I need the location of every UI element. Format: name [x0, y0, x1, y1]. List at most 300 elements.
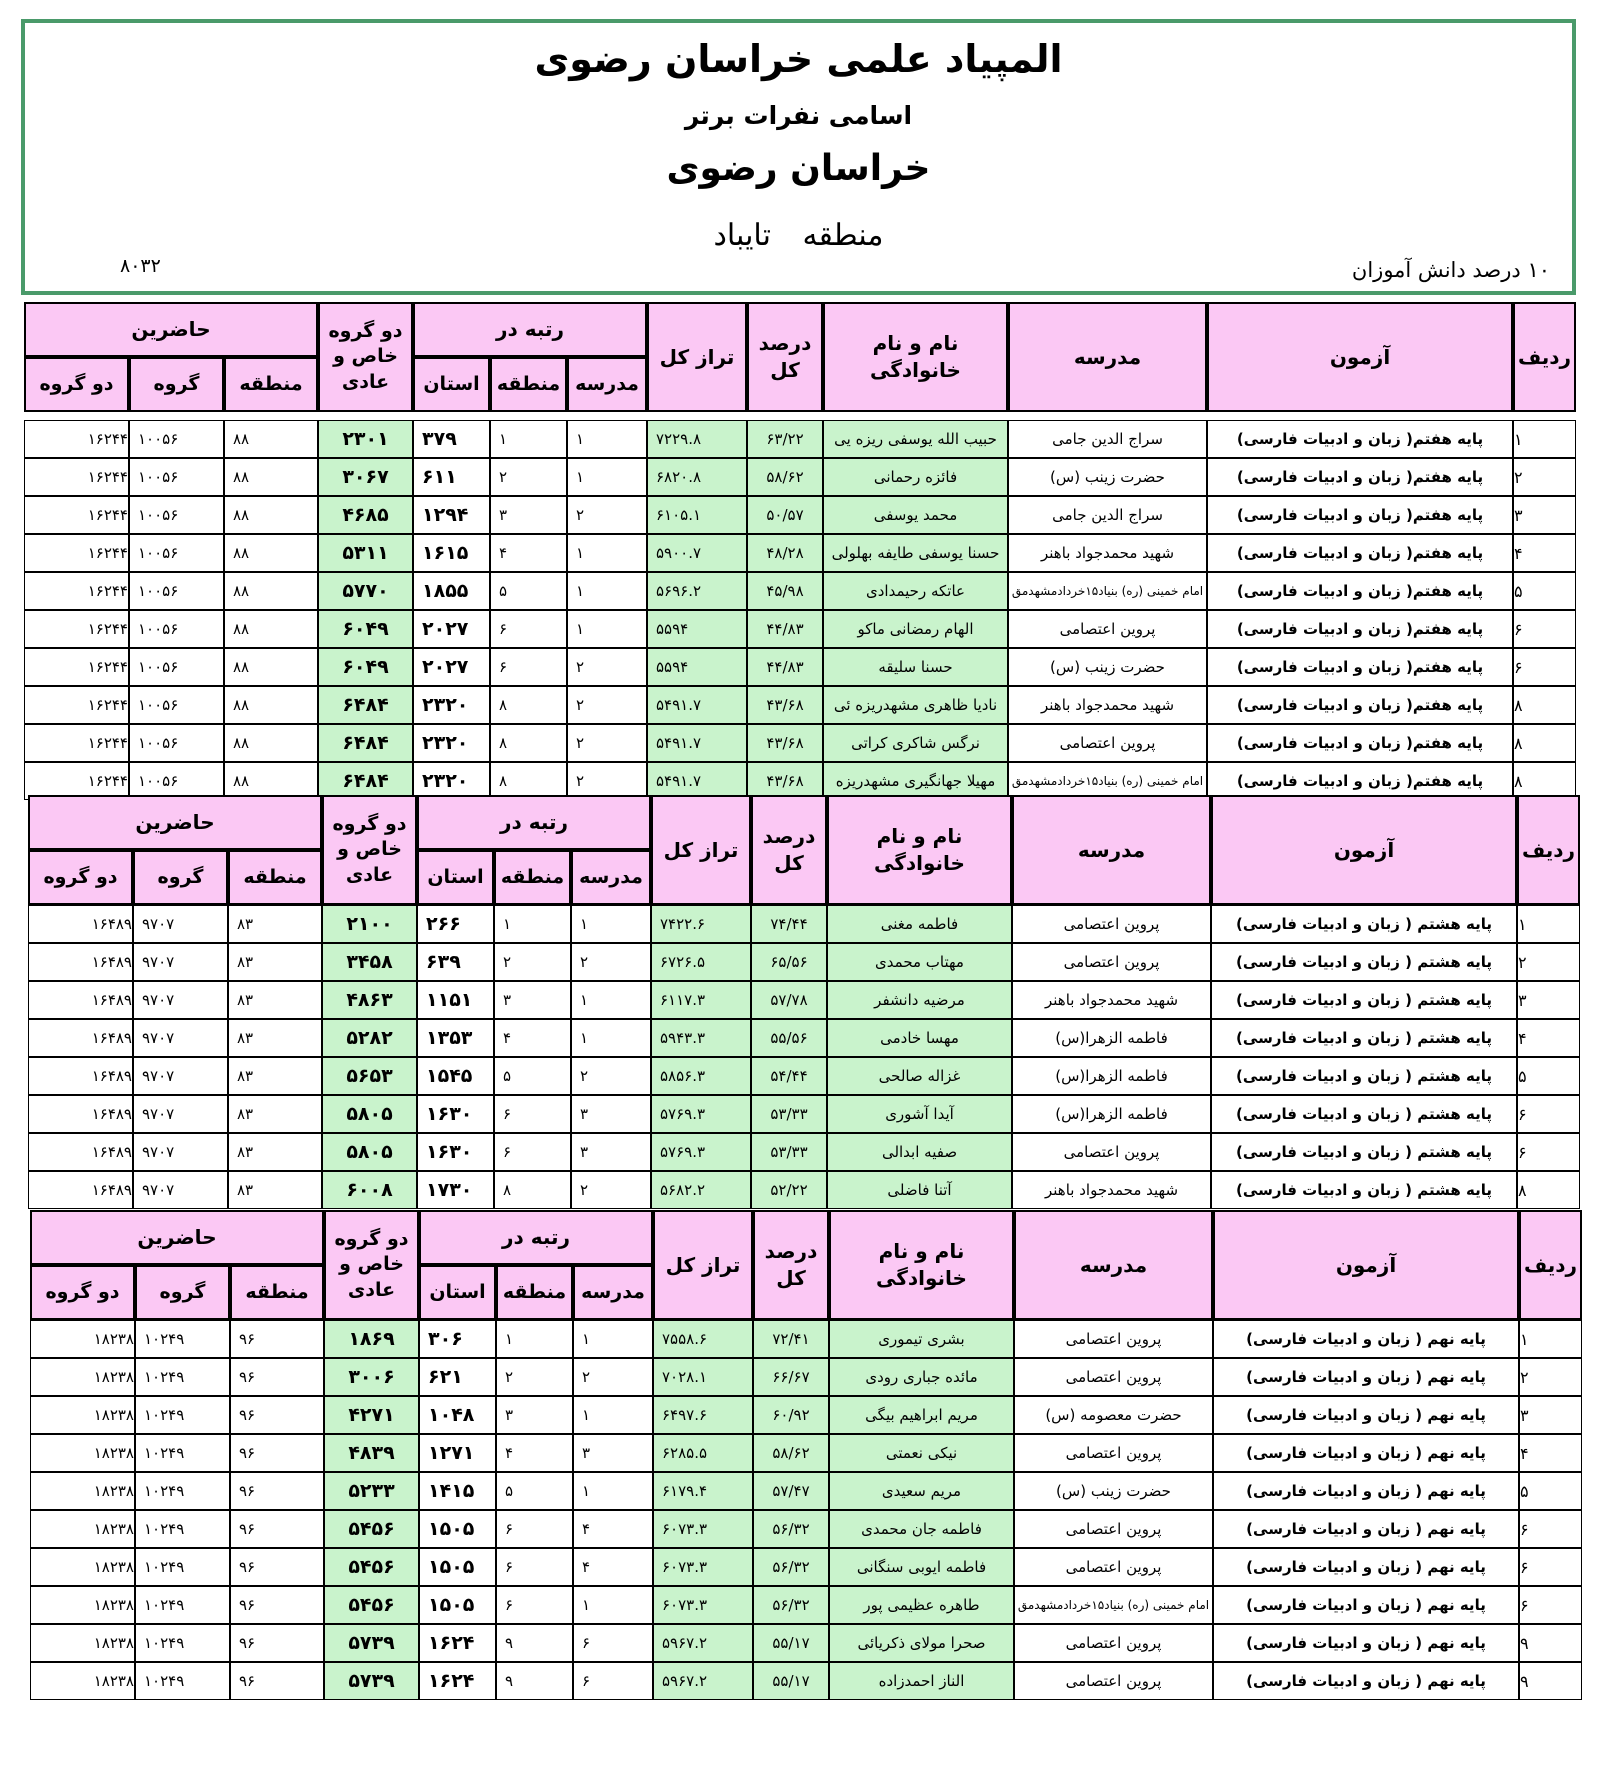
student-name-cell: مهتاب محمدی [827, 943, 1012, 981]
table-row [30, 1662, 1583, 1700]
present-group-cell: ۹۷۰۷ [133, 1171, 228, 1209]
student-name-cell: مریم سعیدی [829, 1472, 1014, 1510]
rank-school-cell: ۱ [573, 1586, 653, 1624]
student-name-cell: غزاله صالحی [827, 1057, 1012, 1095]
percent-cell: ۵۳/۳۳ [751, 1133, 827, 1171]
rank-school-cell: ۱ [571, 981, 651, 1019]
two-group-rank-cell: ۵۴۵۶ [324, 1548, 419, 1586]
present-two-groups-cell: ۱۸۲۳۸ [30, 1358, 135, 1396]
present-region-cell: ۹۶ [230, 1586, 324, 1624]
rank-province-cell: ۶۲۱ [419, 1358, 496, 1396]
two-group-rank-cell: ۵۲۳۳ [324, 1472, 419, 1510]
col-radif: ردیف [1513, 302, 1576, 412]
exam-cell: پایه نهم ( زبان و ادبیات فارسی) [1213, 1548, 1519, 1586]
percent-cell: ۴۴/۸۳ [747, 610, 823, 648]
school-cell: پروین اعتصامی [1012, 943, 1211, 981]
rank-school-cell: ۶ [573, 1662, 653, 1700]
table-row [24, 648, 1576, 686]
rank-province-cell: ۱۸۵۵ [413, 572, 490, 610]
two-group-rank-cell: ۲۱۰۰ [322, 905, 417, 943]
rank-school-cell: ۲ [567, 686, 647, 724]
rank-province-cell: ۱۶۲۴ [419, 1624, 496, 1662]
table-row [30, 1510, 1583, 1548]
two-group-rank-cell: ۳۰۶۷ [318, 458, 413, 496]
rank-school-cell: ۲ [571, 1171, 651, 1209]
table-row [28, 1171, 1580, 1209]
two-group-rank-cell: ۶۰۴۹ [318, 648, 413, 686]
present-region-cell: ۹۶ [230, 1624, 324, 1662]
col-present-two: دو گروه [28, 850, 133, 905]
col-present-group: گروه [129, 357, 224, 412]
percent-cell: ۵۳/۳۳ [751, 1095, 827, 1133]
present-region-cell: ۹۶ [230, 1434, 324, 1472]
student-name-cell: نادیا ظاهری مشهدریزه ئی [823, 686, 1008, 724]
table-row [30, 1548, 1583, 1586]
present-two-groups-cell: ۱۶۴۸۹ [28, 1057, 133, 1095]
rank-province-cell: ۱۳۵۳ [417, 1019, 494, 1057]
present-region-cell: ۸۸ [224, 458, 318, 496]
exam-cell: پایه هشتم ( زبان و ادبیات فارسی) [1211, 1095, 1517, 1133]
student-name-cell: صحرا مولای ذکریائی [829, 1624, 1014, 1662]
student-name-cell: بشری تیموری [829, 1320, 1014, 1358]
rank-region-cell: ۸ [490, 762, 567, 800]
present-group-cell: ۱۰۲۴۹ [135, 1510, 230, 1548]
rank-school-cell: ۱ [567, 458, 647, 496]
table-row [30, 1586, 1583, 1624]
radif-cell: ۶ [1519, 1510, 1582, 1548]
rank-region-cell: ۶ [496, 1510, 573, 1548]
two-group-rank-cell: ۵۴۵۶ [324, 1586, 419, 1624]
radif-cell: ۲ [1519, 1358, 1582, 1396]
col-percent: درصد کل [751, 795, 827, 905]
present-region-cell: ۹۶ [230, 1510, 324, 1548]
exam-cell: پایه نهم ( زبان و ادبیات فارسی) [1213, 1624, 1519, 1662]
percent-cell: ۶۵/۵۶ [751, 943, 827, 981]
school-cell: شهید محمدجواد باهنر [1008, 534, 1207, 572]
col-rank-province: استان [419, 1265, 496, 1320]
rank-province-cell: ۲۳۲۰ [413, 724, 490, 762]
present-region-cell: ۸۸ [224, 534, 318, 572]
exam-cell: پایه نهم ( زبان و ادبیات فارسی) [1213, 1396, 1519, 1434]
radif-cell: ۸ [1513, 686, 1576, 724]
school-cell: امام خمینی (ره) بنیاد۱۵خردادمشهدمق [1008, 572, 1207, 610]
school-cell: حضرت زینب (س) [1008, 458, 1207, 496]
rank-province-cell: ۱۶۲۴ [419, 1662, 496, 1700]
taraz-cell: ۵۷۶۹.۳ [651, 1095, 751, 1133]
rank-province-cell: ۱۶۱۵ [413, 534, 490, 572]
rank-school-cell: ۱ [567, 572, 647, 610]
present-group-cell: ۱۰۲۴۹ [135, 1396, 230, 1434]
two-group-rank-cell: ۵۷۳۹ [324, 1624, 419, 1662]
table-row [24, 724, 1576, 762]
two-group-rank-cell: ۳۰۰۶ [324, 1358, 419, 1396]
taraz-cell: ۵۹۰۰.۷ [647, 534, 747, 572]
present-region-cell: ۸۳ [228, 981, 322, 1019]
radif-cell: ۹ [1519, 1662, 1582, 1700]
table-row [24, 572, 1576, 610]
percent-cell: ۴۴/۸۳ [747, 648, 823, 686]
school-cell: پروین اعتصامی [1014, 1624, 1213, 1662]
two-group-rank-cell: ۵۸۰۵ [322, 1095, 417, 1133]
taraz-cell: ۵۶۹۶.۲ [647, 572, 747, 610]
two-group-rank-cell: ۵۶۵۳ [322, 1057, 417, 1095]
province-name: خراسان رضوی [666, 148, 931, 189]
two-group-rank-cell: ۶۰۴۹ [318, 610, 413, 648]
student-name-cell: نیکی نعمتی [829, 1434, 1014, 1472]
exam-cell: پایه نهم ( زبان و ادبیات فارسی) [1213, 1434, 1519, 1472]
col-two-group: دو گروه خاص و عادی [324, 1210, 419, 1320]
rank-province-cell: ۶۳۹ [417, 943, 494, 981]
school-cell: پروین اعتصامی [1012, 905, 1211, 943]
school-cell: پروین اعتصامی [1014, 1510, 1213, 1548]
present-group-cell: ۹۷۰۷ [133, 1019, 228, 1057]
col-rank-school: مدرسه [571, 850, 651, 905]
present-group-cell: ۹۷۰۷ [133, 943, 228, 981]
student-name-cell: آتنا فاضلی [827, 1171, 1012, 1209]
present-region-cell: ۸۸ [224, 724, 318, 762]
taraz-cell: ۵۹۶۷.۲ [653, 1662, 753, 1700]
two-group-rank-cell: ۴۸۳۹ [324, 1434, 419, 1472]
exam-cell: پایه هفتم( زبان و ادبیات فارسی) [1207, 762, 1513, 800]
rank-region-cell: ۶ [490, 648, 567, 686]
rank-school-cell: ۱ [567, 534, 647, 572]
school-cell: سراج الدین جامی [1008, 496, 1207, 534]
taraz-cell: ۶۴۹۷.۶ [653, 1396, 753, 1434]
radif-cell: ۶ [1517, 1133, 1580, 1171]
col-rank-school: مدرسه [567, 357, 647, 412]
taraz-cell: ۷۲۲۹.۸ [647, 420, 747, 458]
radif-cell: ۴ [1513, 534, 1576, 572]
rank-region-cell: ۸ [490, 724, 567, 762]
present-region-cell: ۸۳ [228, 1019, 322, 1057]
radif-cell: ۹ [1519, 1624, 1582, 1662]
table-row [24, 458, 1576, 496]
present-region-cell: ۸۸ [224, 420, 318, 458]
percent-cell: ۵۵/۱۷ [753, 1624, 829, 1662]
present-group-cell: ۱۰۲۴۹ [135, 1320, 230, 1358]
school-cell: پروین اعتصامی [1012, 1133, 1211, 1171]
radif-cell: ۴ [1519, 1434, 1582, 1472]
taraz-cell: ۵۴۹۱.۷ [647, 762, 747, 800]
present-two-groups-cell: ۱۶۴۸۹ [28, 943, 133, 981]
present-group-cell: ۱۰۰۵۶ [129, 496, 224, 534]
present-two-groups-cell: ۱۶۴۸۹ [28, 1095, 133, 1133]
taraz-cell: ۵۸۵۶.۳ [651, 1057, 751, 1095]
table-row [30, 1358, 1583, 1396]
taraz-cell: ۶۰۷۳.۳ [653, 1510, 753, 1548]
present-region-cell: ۸۸ [224, 686, 318, 724]
table-header [24, 302, 1576, 412]
school-cell: حضرت زینب (س) [1014, 1472, 1213, 1510]
percent-cell: ۵۷/۴۷ [753, 1472, 829, 1510]
col-present-header: حاضرین [28, 795, 322, 850]
rank-region-cell: ۹ [496, 1624, 573, 1662]
col-school: مدرسه [1008, 302, 1207, 412]
school-cell: فاطمه الزهرا(س) [1012, 1019, 1211, 1057]
exam-cell: پایه هشتم ( زبان و ادبیات فارسی) [1211, 1057, 1517, 1095]
present-group-cell: ۹۷۰۷ [133, 1057, 228, 1095]
taraz-cell: ۵۵۹۴ [647, 610, 747, 648]
present-region-cell: ۸۸ [224, 648, 318, 686]
two-group-rank-cell: ۵۷۷۰ [318, 572, 413, 610]
present-two-groups-cell: ۱۶۲۴۴ [24, 648, 129, 686]
taraz-cell: ۶۱۰۵.۱ [647, 496, 747, 534]
two-group-rank-cell: ۴۸۶۳ [322, 981, 417, 1019]
present-two-groups-cell: ۱۶۲۴۴ [24, 572, 129, 610]
col-taraz: تراز کل [647, 302, 747, 412]
exam-cell: پایه نهم ( زبان و ادبیات فارسی) [1213, 1358, 1519, 1396]
two-group-rank-cell: ۵۲۸۲ [322, 1019, 417, 1057]
student-name-cell: نرگس شاکری کراتی [823, 724, 1008, 762]
radif-cell: ۴ [1517, 1019, 1580, 1057]
table-row [28, 981, 1580, 1019]
present-region-cell: ۹۶ [230, 1472, 324, 1510]
two-group-rank-cell: ۶۴۸۴ [318, 762, 413, 800]
two-group-rank-cell: ۶۴۸۴ [318, 686, 413, 724]
school-cell: سراج الدین جامی [1008, 420, 1207, 458]
present-region-cell: ۸۳ [228, 1095, 322, 1133]
percent-cell: ۷۲/۴۱ [753, 1320, 829, 1358]
taraz-cell: ۶۰۷۳.۳ [653, 1548, 753, 1586]
percent-cell: ۶۰/۹۲ [753, 1396, 829, 1434]
present-two-groups-cell: ۱۸۲۳۸ [30, 1662, 135, 1700]
col-present-group: گروه [135, 1265, 230, 1320]
col-rank-province: استان [417, 850, 494, 905]
percent-cell: ۴۸/۲۸ [747, 534, 823, 572]
present-group-cell: ۱۰۰۵۶ [129, 686, 224, 724]
col-percent: درصد کل [753, 1210, 829, 1320]
rank-province-cell: ۱۱۵۱ [417, 981, 494, 1019]
table-row [30, 1320, 1583, 1358]
table-row [28, 1133, 1580, 1171]
school-cell: پروین اعتصامی [1014, 1662, 1213, 1700]
percent-cell: ۵۸/۶۲ [753, 1434, 829, 1472]
radif-cell: ۸ [1517, 1171, 1580, 1209]
two-group-rank-cell: ۲۳۰۱ [318, 420, 413, 458]
results-section [28, 795, 1580, 1209]
taraz-cell: ۶۲۸۵.۵ [653, 1434, 753, 1472]
rank-province-cell: ۲۳۲۰ [413, 686, 490, 724]
student-name-cell: آیدا آشوری [827, 1095, 1012, 1133]
rank-province-cell: ۲۰۲۷ [413, 648, 490, 686]
present-group-cell: ۱۰۲۴۹ [135, 1358, 230, 1396]
rank-region-cell: ۹ [496, 1662, 573, 1700]
col-present-region: منطقه [224, 357, 318, 412]
present-region-cell: ۸۸ [224, 496, 318, 534]
rank-school-cell: ۴ [573, 1510, 653, 1548]
radif-cell: ۵ [1519, 1472, 1582, 1510]
rank-province-cell: ۱۴۱۵ [419, 1472, 496, 1510]
rank-region-cell: ۳ [494, 981, 571, 1019]
present-two-groups-cell: ۱۶۲۴۴ [24, 762, 129, 800]
school-cell: پروین اعتصامی [1014, 1434, 1213, 1472]
table-row [24, 610, 1576, 648]
student-name-cell: حسنا یوسفی طایفه بهلولی [823, 534, 1008, 572]
exam-cell: پایه هفتم( زبان و ادبیات فارسی) [1207, 686, 1513, 724]
col-present-header: حاضرین [24, 302, 318, 357]
col-rank-region: منطقه [494, 850, 571, 905]
student-name-cell: طاهره عظیمی پور [829, 1586, 1014, 1624]
rank-region-cell: ۸ [490, 686, 567, 724]
rank-province-cell: ۱۰۴۸ [419, 1396, 496, 1434]
rank-region-cell: ۱ [496, 1320, 573, 1358]
two-group-rank-cell: ۵۸۰۵ [322, 1133, 417, 1171]
taraz-cell: ۷۴۲۲.۶ [651, 905, 751, 943]
col-present-region: منطقه [228, 850, 322, 905]
school-cell: پروین اعتصامی [1014, 1358, 1213, 1396]
rank-region-cell: ۳ [490, 496, 567, 534]
present-group-cell: ۱۰۲۴۹ [135, 1586, 230, 1624]
percent-cell: ۵۶/۳۲ [753, 1548, 829, 1586]
rank-region-cell: ۶ [496, 1548, 573, 1586]
radif-cell: ۶ [1513, 610, 1576, 648]
exam-cell: پایه نهم ( زبان و ادبیات فارسی) [1213, 1320, 1519, 1358]
col-name: نام و نام خانوادگی [823, 302, 1008, 412]
results-section [24, 302, 1576, 800]
two-group-rank-cell: ۴۶۸۵ [318, 496, 413, 534]
table-row [28, 1019, 1580, 1057]
col-taraz: تراز کل [651, 795, 751, 905]
rank-province-cell: ۱۲۹۴ [413, 496, 490, 534]
table-header [30, 1210, 1583, 1320]
present-two-groups-cell: ۱۶۴۸۹ [28, 905, 133, 943]
percent-cell: ۵۴/۴۴ [751, 1057, 827, 1095]
two-group-rank-cell: ۶۰۰۸ [322, 1171, 417, 1209]
percent-cell: ۷۴/۴۴ [751, 905, 827, 943]
col-two-group: دو گروه خاص و عادی [318, 302, 413, 412]
rank-school-cell: ۲ [573, 1358, 653, 1396]
col-two-group: دو گروه خاص و عادی [322, 795, 417, 905]
exam-cell: پایه هفتم( زبان و ادبیات فارسی) [1207, 496, 1513, 534]
rank-region-cell: ۱ [490, 420, 567, 458]
present-two-groups-cell: ۱۸۲۳۸ [30, 1510, 135, 1548]
taraz-cell: ۵۵۹۴ [647, 648, 747, 686]
exam-cell: پایه نهم ( زبان و ادبیات فارسی) [1213, 1472, 1519, 1510]
present-group-cell: ۱۰۰۵۶ [129, 458, 224, 496]
table-row [30, 1624, 1583, 1662]
school-cell: شهید محمدجواد باهنر [1008, 686, 1207, 724]
two-group-rank-cell: ۶۴۸۴ [318, 724, 413, 762]
taraz-cell: ۵۹۴۳.۳ [651, 1019, 751, 1057]
col-rank-region: منطقه [496, 1265, 573, 1320]
student-name-cell: محمد یوسفی [823, 496, 1008, 534]
percent-cell: ۵۰/۵۷ [747, 496, 823, 534]
radif-cell: ۶ [1517, 1095, 1580, 1133]
student-name-cell: مریم ابراهیم بیگی [829, 1396, 1014, 1434]
rank-school-cell: ۱ [573, 1320, 653, 1358]
col-radif: ردیف [1519, 1210, 1582, 1320]
present-group-cell: ۱۰۲۴۹ [135, 1434, 230, 1472]
rank-province-cell: ۳۷۹ [413, 420, 490, 458]
percent-note: ۱۰ درصد دانش آموزان [1351, 258, 1550, 282]
present-group-cell: ۹۷۰۷ [133, 905, 228, 943]
two-group-rank-cell: ۵۴۵۶ [324, 1510, 419, 1548]
school-cell: پروین اعتصامی [1008, 610, 1207, 648]
table-row [28, 943, 1580, 981]
table-row [30, 1396, 1583, 1434]
table-row [24, 496, 1576, 534]
student-name-cell: مهیلا جهانگیری مشهدریزه [823, 762, 1008, 800]
percent-cell: ۴۵/۹۸ [747, 572, 823, 610]
col-exam: آزمون [1213, 1210, 1519, 1320]
taraz-cell: ۷۰۲۸.۱ [653, 1358, 753, 1396]
present-two-groups-cell: ۱۶۲۴۴ [24, 724, 129, 762]
present-two-groups-cell: ۱۶۲۴۴ [24, 534, 129, 572]
radif-cell: ۳ [1513, 496, 1576, 534]
present-region-cell: ۸۳ [228, 943, 322, 981]
rank-school-cell: ۲ [567, 496, 647, 534]
exam-cell: پایه نهم ( زبان و ادبیات فارسی) [1213, 1586, 1519, 1624]
rank-region-cell: ۳ [496, 1396, 573, 1434]
radif-cell: ۵ [1517, 1057, 1580, 1095]
present-two-groups-cell: ۱۶۴۸۹ [28, 981, 133, 1019]
present-region-cell: ۸۳ [228, 1057, 322, 1095]
table-row [24, 534, 1576, 572]
present-two-groups-cell: ۱۸۲۳۸ [30, 1434, 135, 1472]
exam-cell: پایه هشتم ( زبان و ادبیات فارسی) [1211, 1171, 1517, 1209]
student-name-cell: فاطمه مغنی [827, 905, 1012, 943]
rank-school-cell: ۱ [573, 1396, 653, 1434]
student-name-cell: صفیه ابدالی [827, 1133, 1012, 1171]
present-region-cell: ۹۶ [230, 1320, 324, 1358]
taraz-cell: ۵۴۹۱.۷ [647, 686, 747, 724]
results-section [30, 1210, 1583, 1700]
col-radif: ردیف [1517, 795, 1580, 905]
rank-school-cell: ۳ [571, 1133, 651, 1171]
rank-school-cell: ۱ [573, 1472, 653, 1510]
exam-cell: پایه هفتم( زبان و ادبیات فارسی) [1207, 610, 1513, 648]
present-two-groups-cell: ۱۶۲۴۴ [24, 496, 129, 534]
school-cell: شهید محمدجواد باهنر [1012, 1171, 1211, 1209]
present-group-cell: ۹۷۰۷ [133, 1095, 228, 1133]
rank-region-cell: ۲ [494, 943, 571, 981]
present-region-cell: ۸۸ [224, 572, 318, 610]
rank-province-cell: ۱۲۷۱ [419, 1434, 496, 1472]
exam-cell: پایه هشتم ( زبان و ادبیات فارسی) [1211, 981, 1517, 1019]
percent-cell: ۴۳/۶۸ [747, 724, 823, 762]
student-name-cell: مهسا خادمی [827, 1019, 1012, 1057]
student-name-cell: الناز احمدزاده [829, 1662, 1014, 1700]
present-group-cell: ۱۰۰۵۶ [129, 724, 224, 762]
present-group-cell: ۱۰۰۵۶ [129, 610, 224, 648]
present-region-cell: ۹۶ [230, 1358, 324, 1396]
present-group-cell: ۱۰۰۵۶ [129, 648, 224, 686]
rank-school-cell: ۶ [573, 1624, 653, 1662]
present-group-cell: ۱۰۰۵۶ [129, 572, 224, 610]
present-two-groups-cell: ۱۸۲۳۸ [30, 1472, 135, 1510]
present-region-cell: ۸۳ [228, 1171, 322, 1209]
two-group-rank-cell: ۱۸۶۹ [324, 1320, 419, 1358]
present-group-cell: ۹۷۰۷ [133, 981, 228, 1019]
region-name: منطقه تایباد [713, 218, 884, 253]
rank-region-cell: ۵ [490, 572, 567, 610]
col-name: نام و نام خانوادگی [827, 795, 1012, 905]
rank-province-cell: ۱۵۴۵ [417, 1057, 494, 1095]
rank-school-cell: ۱ [571, 905, 651, 943]
student-name-cell: مائده جباری رودی [829, 1358, 1014, 1396]
taraz-cell: ۵۴۹۱.۷ [647, 724, 747, 762]
percent-cell: ۵۵/۱۷ [753, 1662, 829, 1700]
student-name-cell: فائزه رحمانی [823, 458, 1008, 496]
rank-region-cell: ۵ [494, 1057, 571, 1095]
school-cell: فاطمه الزهرا(س) [1012, 1057, 1211, 1095]
rank-school-cell: ۱ [567, 420, 647, 458]
rank-region-cell: ۸ [494, 1171, 571, 1209]
col-rank-region: منطقه [490, 357, 567, 412]
col-present-two: دو گروه [30, 1265, 135, 1320]
percent-cell: ۴۳/۶۸ [747, 686, 823, 724]
taraz-cell: ۶۸۲۰.۸ [647, 458, 747, 496]
